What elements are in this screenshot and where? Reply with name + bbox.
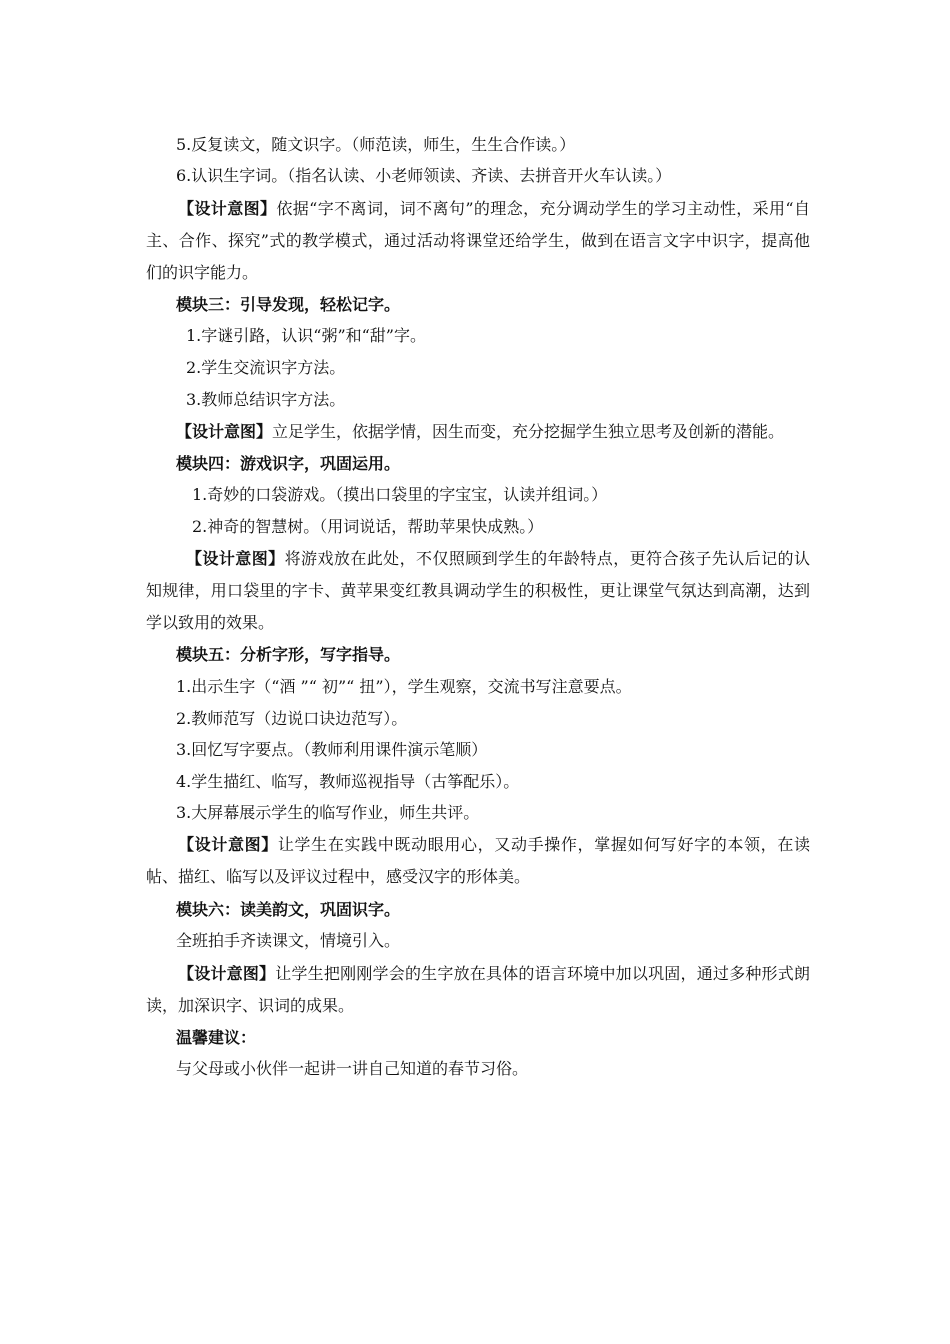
module-5-item-4: 4.学生描红、临写，教师巡视指导（古筝配乐）。 <box>176 772 520 791</box>
design-intent-1 <box>146 193 810 289</box>
design-intent-4 <box>146 829 810 893</box>
design-intent-text: 立足学生，依据学情，因生而变，充分挖掘学生独立思考及创新的潜能。 <box>272 422 785 441</box>
design-intent-text: 依据“字不离词，词不离句”的理念，充分调动学生的学习主动性，采用“自主、合作、探究”式的教学模式，通过活动将课堂还给学生，做到在语言文字中识字，提高他们的识字能力。 <box>146 199 810 282</box>
step-5: 5.反复读文，随文识字。（师范读，师生，生生合作读。） <box>176 135 576 154</box>
module-6-heading: 模块六：读美韵文，巩固识字。 <box>176 900 401 919</box>
tips-heading: 温馨建议： <box>176 1028 257 1047</box>
design-intent-label: 【设计意图】 <box>178 835 278 854</box>
design-intent-label: 【设计意图】 <box>176 422 273 441</box>
tips-text: 与父母或小伙伴一起讲一讲自己知道的春节习俗。 <box>176 1059 529 1078</box>
module-3-item-3: 3.教师总结识字方法。 <box>186 390 346 409</box>
module-4-heading: 模块四：游戏识字，巩固运用。 <box>176 454 401 473</box>
module-5-item-3: 3.回忆写字要点。（教师利用课件演示笔顺） <box>176 740 488 759</box>
design-intent-3 <box>146 543 810 639</box>
design-intent-label: 【设计意图】 <box>178 199 277 218</box>
module-5-item-2: 2.教师范写（边说口诀边范写）。 <box>176 709 408 728</box>
module-3-item-1: 1.字谜引路，认识“粥”和“甜”字。 <box>186 326 426 345</box>
module-4-item-2: 2.神奇的智慧树。（用词说话，帮助苹果快成熟。） <box>192 517 544 536</box>
module-5-heading: 模块五：分析字形，写字指导。 <box>176 645 401 664</box>
design-intent-label: 【设计意图】 <box>178 964 276 983</box>
design-intent-2 <box>176 422 784 442</box>
design-intent-label: 【设计意图】 <box>186 549 285 568</box>
design-intent-text: 让学生把刚刚学会的生字放在具体的语言环境中加以巩固，通过多种形式朗读，加深识字、识词的成果。 <box>146 964 810 1015</box>
module-5-item-5: 3.大屏幕展示学生的临写作业，师生共评。 <box>176 803 480 822</box>
module-5-item-1: 1.出示生字（“酒 ”“ 初”“ 扭”），学生观察，交流书写注意要点。 <box>176 677 632 696</box>
module-3-item-2: 2.学生交流识字方法。 <box>186 358 346 377</box>
design-intent-text: 让学生在实践中既动眼用心，又动手操作，掌握如何写好字的本领，在读帖、描红、临写以及评议过程中，感受汉字的形体美。 <box>146 835 810 886</box>
module-6-item-1: 全班拍手齐读课文，情境引入。 <box>176 931 401 950</box>
module-3-heading: 模块三：引导发现，轻松记字。 <box>176 295 401 314</box>
step-6: 6.认识生字词。（指名认读、小老师领读、齐读、去拼音开火车认读。） <box>176 166 672 185</box>
module-4-item-1: 1.奇妙的口袋游戏。（摸出口袋里的字宝宝，认读并组词。） <box>192 485 608 504</box>
design-intent-text: 将游戏放在此处，不仅照顾到学生的年龄特点，更符合孩子先认后记的认知规律，用口袋里的字卡、黄苹果变红教具调动学生的积极性，更让课堂气氛达到高潮，达到学以致用的效果。 <box>146 549 810 632</box>
design-intent-5 <box>146 958 810 1022</box>
